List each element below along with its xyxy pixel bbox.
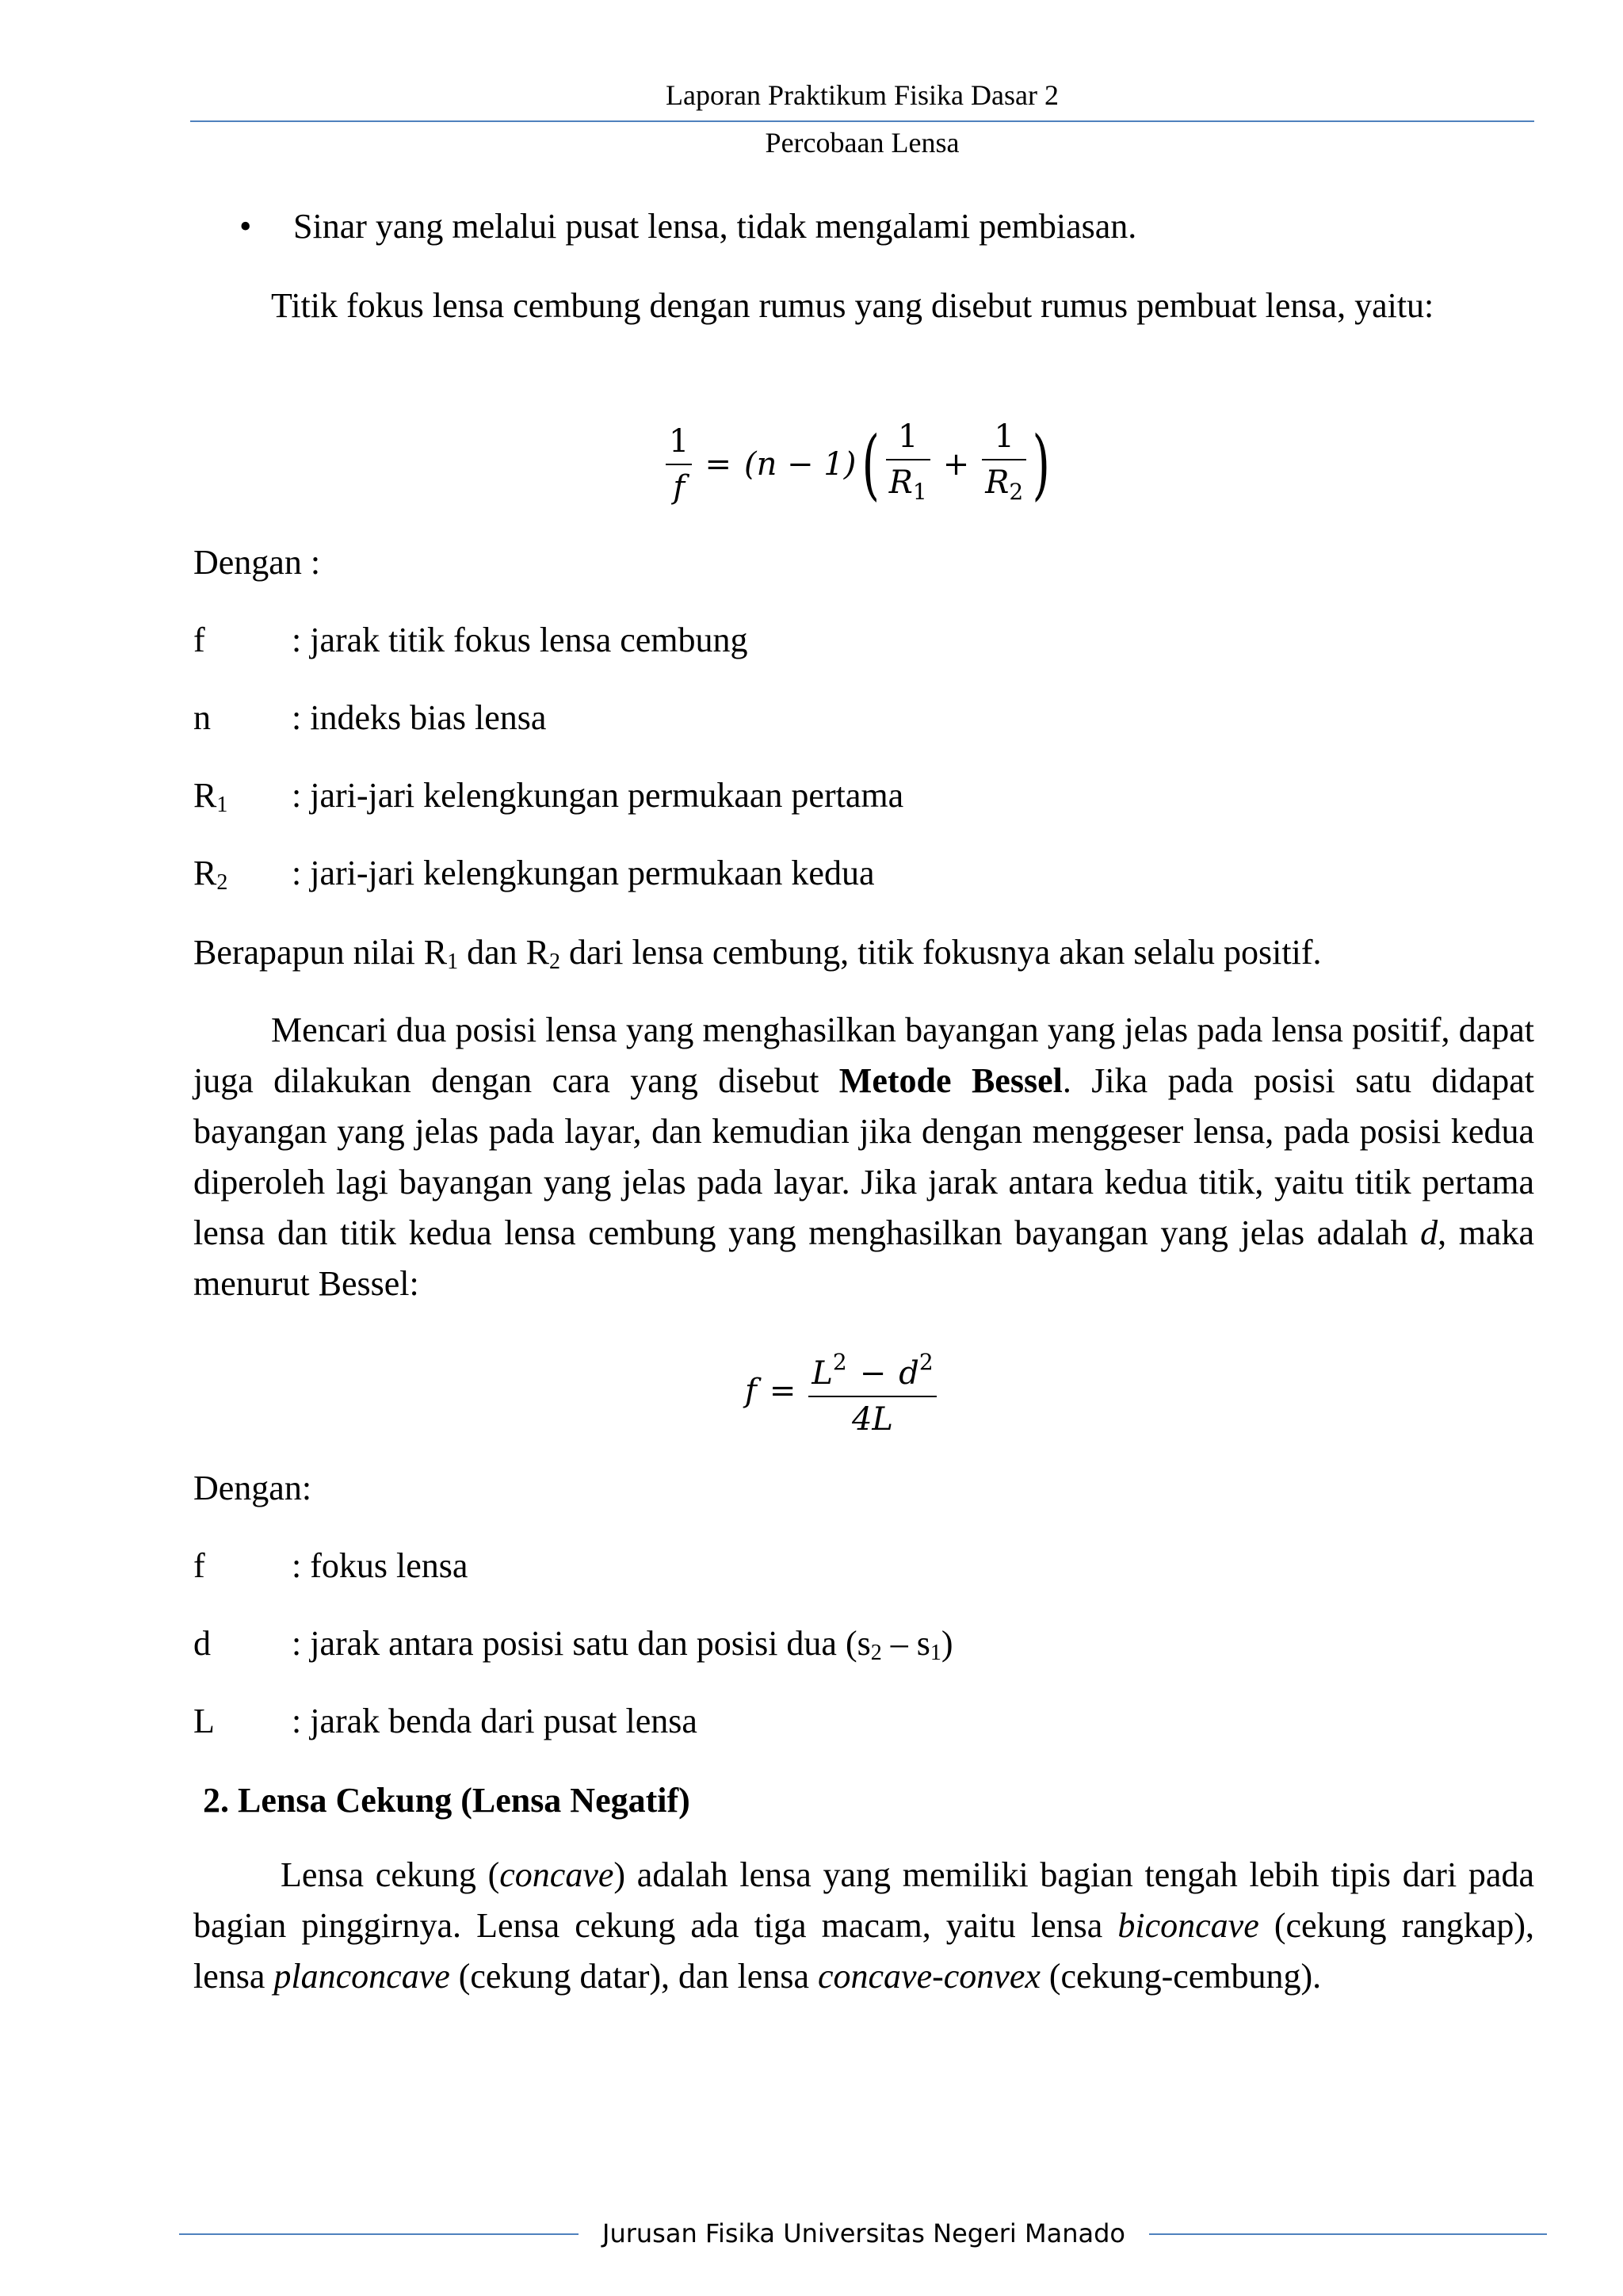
eq2-num-d: d — [899, 1355, 919, 1392]
eq1-plus: + — [942, 446, 970, 483]
definition-row-n — [193, 693, 1534, 743]
definitions-label-2: Dengan: — [193, 1469, 312, 1507]
eq1-equals: = — [705, 446, 731, 483]
fraction-one-over-f — [666, 419, 692, 510]
eq1-open-paren: ( — [861, 420, 880, 509]
eq1-factor: (n − 1) — [743, 446, 857, 483]
footer-divider-left — [179, 2233, 579, 2235]
eq1-lhs-denominator: f — [673, 469, 685, 506]
eq2-num-l: L — [812, 1355, 833, 1392]
bessel-equation — [745, 1331, 937, 1450]
paragraph-bessel-method: Mencari dua posisi lensa yang menghasilkan bayangan yang jelas pada lensa positif, dapat juga dilakukan dengan cara yang disebut Metode Bessel. Jika pada posisi satu didapat bayangan yang jelas pada layar, dan kemudian jika dengan menggeser lensa, pada posisi kedua diperoleh lagi bayangan yang jelas pada layar. Jika jarak antara kedua titik, yaitu titik pertama lensa dan titik kedua lensa cembung yang menghasilkan bayangan yang jelas adalah d, maka menurut Bessel: — [193, 1010, 1535, 1303]
definition-text: : fokus lensa — [292, 1546, 468, 1585]
definition-row-r2 — [193, 848, 1534, 899]
fraction-one-over-r1 — [886, 415, 930, 514]
definition-text: : jari-jari kelengkungan permukaan pertama — [292, 776, 904, 815]
definition-text: : jarak benda dari pusat lensa — [292, 1702, 697, 1740]
definition-row-f — [193, 615, 1534, 666]
definition-text: : jarak titik fokus lensa cembung — [292, 621, 748, 659]
definition-symbol: L — [193, 1702, 215, 1740]
header-subtitle: Percobaan Lensa — [765, 127, 960, 159]
section-heading-concave-lens: 2. Lensa Cekung (Lensa Negatif) — [203, 1781, 690, 1820]
eq1-close-paren: ) — [1032, 420, 1051, 509]
definition-symbol: $R_2$ — [193, 854, 228, 895]
eq1-term2-denominator: R — [985, 464, 1010, 501]
paragraph-focus-formula: Titik fokus lensa cembung dengan rumus yang disebut rumus pembuat lensa, yaitu: — [271, 286, 1434, 325]
eq1-term2-numerator: 1 — [994, 418, 1014, 455]
eq2-num-d-exp: 2 — [918, 1349, 934, 1375]
definition-symbol: f — [193, 621, 205, 659]
paragraph-positive-focus: Berapapun nilai $R_1$ dan $R_2$ dari lensa cembung, titik fokusnya akan selalu positif. — [193, 933, 1322, 974]
footer-text: Jurusan Fisika Universitas Negeri Manado — [602, 2218, 1125, 2248]
definition-row-f2 — [193, 1541, 1534, 1591]
eq2-num-l-exp: 2 — [832, 1349, 847, 1375]
definition-symbol: d — [193, 1624, 211, 1663]
eq2-lhs: f — [745, 1373, 757, 1409]
lensmaker-equation — [666, 409, 1056, 520]
eq1-term1-subscript: 1 — [912, 479, 927, 505]
definition-text: : jarak antara posisi satu dan posisi dua $(s_2 - s_1)$ — [292, 1624, 953, 1665]
eq2-minus: − — [859, 1355, 887, 1392]
definitions-label: Dengan : — [193, 543, 321, 582]
header-title: Laporan Praktikum Fisika Dasar 2 — [666, 79, 1059, 111]
eq1-term2-subscript: 2 — [1009, 479, 1024, 505]
paragraph-concave-lens: Lensa cekung (concave) adalah lensa yang memiliki bagian tengah lebih tipis dari pada bagian pinggirnya. Lensa cekung ada tiga macam, yaitu lensa biconcave (cekung rangkap), lensa planconcave (cekung datar), dan lensa concave-convex (cekung-cembung). — [193, 1855, 1534, 1996]
fraction-bessel — [808, 1340, 936, 1442]
definition-symbol: f — [193, 1546, 205, 1585]
definition-text: : indeks bias lensa — [292, 698, 547, 737]
bullet-text: Sinar yang melalui pusat lensa, tidak mengalami pembiasan. — [293, 207, 1137, 246]
fraction-one-over-r2 — [982, 415, 1026, 514]
definition-text: : jari-jari kelengkungan permukaan kedua — [292, 854, 875, 892]
definition-row-l — [193, 1696, 1534, 1747]
bullet-icon: • — [239, 207, 252, 246]
eq1-term1-numerator: 1 — [898, 418, 918, 455]
definition-symbol: n — [193, 698, 211, 737]
eq1-lhs-numerator: 1 — [669, 423, 689, 460]
footer-divider-right — [1149, 2233, 1547, 2235]
eq1-term1-denominator: R — [888, 464, 913, 501]
eq2-denominator: 4L — [851, 1401, 893, 1438]
definition-row-d — [193, 1618, 1534, 1669]
eq2-equals: = — [769, 1373, 796, 1409]
bessel-method-term: Metode Bessel — [838, 1061, 1063, 1100]
definition-symbol: $R_1$ — [193, 776, 228, 817]
definition-row-r1 — [193, 770, 1534, 821]
